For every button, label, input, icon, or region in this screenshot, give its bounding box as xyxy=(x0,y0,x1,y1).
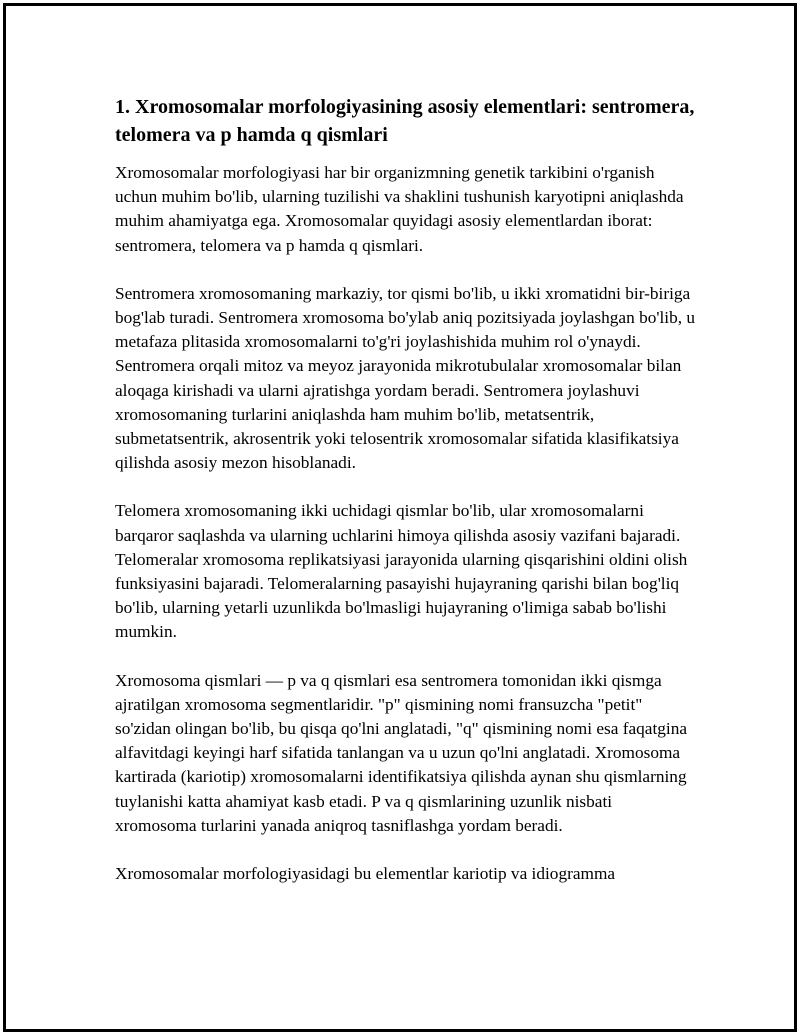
paragraph-telomere: Telomera xromosomaning ikki uchidagi qismlar bo'lib, ular xromosomalarni barqaror saqlashda va ularning uchlarini himoya qilishda asosiy vazifani bajaradi. Telomeralar xromosoma replikatsiyasi jarayonida ularning qisqarishini oldini olish funksiyasini bajaradi. Telomeralarning pasayishi hujayraning qarishi bilan bog'liq bo'lib, ularning yetarli uzunlikda bo'lmasligi hujayraning o'limiga sabab bo'lishi mumkin. xyxy=(115,501,688,642)
paragraph-conclusion: Xromosomalar morfologiyasidagi bu elementlar kariotip va idiogramma xyxy=(115,864,616,884)
paragraph-arms: Xromosoma qismlari — p va q qismlari esa sentromera tomonidan ikki qismga ajratilgan xromosoma segmentlaridir. "p" qismining nomi fransuzcha "petit" so'zidan olingan bo'lib, bu qisqa qo'lni anglatadi, "q" qismining nomi esa faqatgina alfavitdagi keyingi harf sifatida tanlangan va u uzun qo'lni anglatadi. Xromosoma kartirada (kariotip) xromosomalarni identifikatsiya qilishda aynan shu qismlarning tuylanishi katta ahamiyat kasb etadi. P va q qismlarining uzunlik nisbati xromosoma turlarini yanada aniqroq tasniflashga yordam beradi. xyxy=(115,670,688,835)
paragraph-intro: Xromosomalar morfologiyasi har bir organizmning genetik tarkibini o'rganish uchun muhim bo'lib, ularning tuzilishi va shaklini tushunish karyotipni aniqlashda muhim ahamiyatga ega. Xromosomalar quyidagi asosiy elementlardan iborat: sentromera, telomera va p hamda q qismlari. xyxy=(115,163,684,255)
section-title: 1. Xromosomalar morfologiyasining asosiy elementlari: sentromera, telomera va p hamda q qismlari xyxy=(115,96,695,146)
document-body xyxy=(115,93,695,910)
paragraph-centromere: Sentromera xromosomaning markaziy, tor qismi bo'lib, u ikki xromatidni bir-biriga bog'lab turadi. Sentromera xromosoma bo'ylab aniq pozitsiyada joylashgan bo'lib, u metafaza plitasida xromosomalarni to'g'ri joylashishida muhim rol o'ynaydi. Sentromera orqali mitoz va meyoz jarayonida mikrotubulalar xromosomalar bilan aloqaga kirishadi va ularni ajratishga yordam beradi. Sentromera joylashuvi xromosomaning turlarini aniqlashda ham muhim bo'lib, metatsentrik, submetatsentrik, akrosentrik yoki telosentrik xromosomalar sifatida klasifikatsiya qilishda asosiy mezon hisoblanadi. xyxy=(115,283,695,473)
